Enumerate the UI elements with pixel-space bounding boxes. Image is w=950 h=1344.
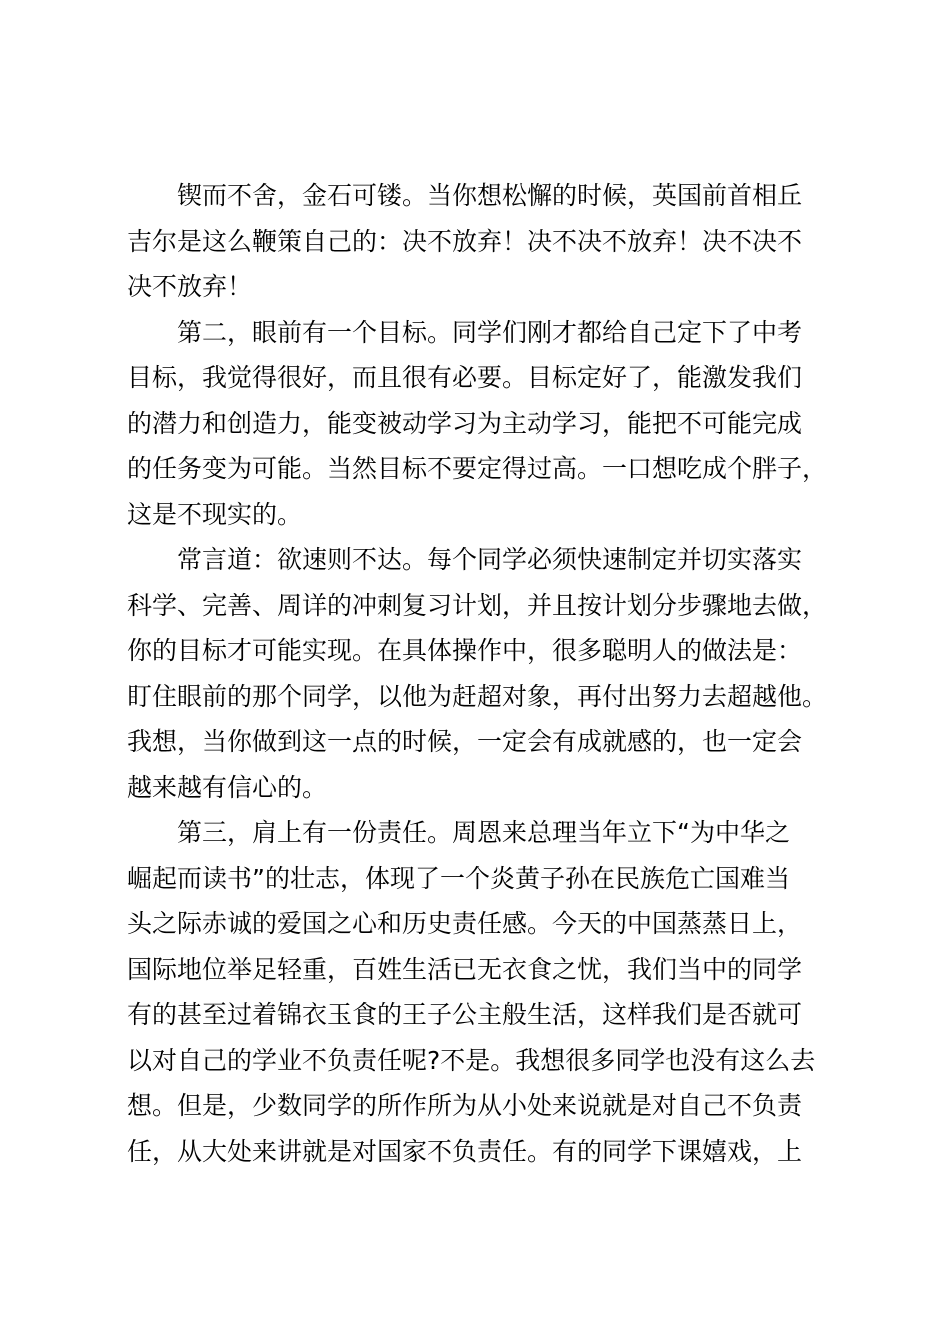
text-line: 有的甚至过着锦衣玉食的王子公主般生活，这样我们是否就可 <box>127 1000 803 1029</box>
text-line: 科学、完善、周详的冲刺复习计划，并且按计划分步骤地去做， <box>127 590 828 620</box>
text-line: 越来越有信心的。 <box>127 772 328 802</box>
text-line: 国际地位举足轻重，百姓生活已无衣食之忧，我们当中的同学 <box>127 954 803 984</box>
text-line: 这是不现实的。 <box>127 499 303 529</box>
text-line: 任，从大处来讲就是对国家不负责任。有的同学下课嬉戏，上 <box>127 1136 803 1166</box>
text-line: 崛起而读书”的壮志，体现了一个炎黄子孙在民族危亡国难当 <box>127 863 790 893</box>
paragraph-start-line: 第三，肩上有一份责任。周恩来总理当年立下“为中华之 <box>177 818 790 847</box>
text-line: 盯住眼前的那个同学，以他为赶超对象，再付出努力去超越他。 <box>127 681 828 711</box>
paragraph-start-line: 常言道：欲速则不达。每个同学必须快速制定并切实落实 <box>177 545 803 574</box>
text-line: 吉尔是这么鞭策自己的：决不放弃！决不决不放弃！决不决不 <box>127 226 803 256</box>
text-line: 的任务变为可能。当然目标不要定得过高。一口想吃成个胖子， <box>127 454 828 483</box>
text-line: 我想，当你做到这一点的时候，一定会有成就感的，也一定会 <box>127 727 803 756</box>
text-line: 决不放弃！ <box>127 272 253 301</box>
paragraph-start-line: 第二，眼前有一个目标。同学们刚才都给自己定下了中考 <box>177 317 803 347</box>
text-line: 目标，我觉得很好，而且很有必要。目标定好了，能激发我们 <box>127 363 803 392</box>
text-line: 头之际赤诚的爱国之心和历史责任感。今天的中国蒸蒸日上， <box>127 909 803 938</box>
text-line: 以对自己的学业不负责任呢?不是。我想很多同学也没有这么去 <box>127 1045 816 1075</box>
text-line: 的潜力和创造力，能变被动学习为主动学习，能把不可能完成 <box>127 408 803 438</box>
text-line: 你的目标才可能实现。在具体操作中，很多聪明人的做法是： <box>127 636 803 665</box>
text-line: 锲而不舍，金石可镂。当你想松懈的时候，英国前首相丘 <box>177 181 803 210</box>
text-line: 想。但是，少数同学的所作所为从小处来说就是对自己不负责 <box>127 1091 803 1120</box>
body-text <box>127 173 833 1174</box>
